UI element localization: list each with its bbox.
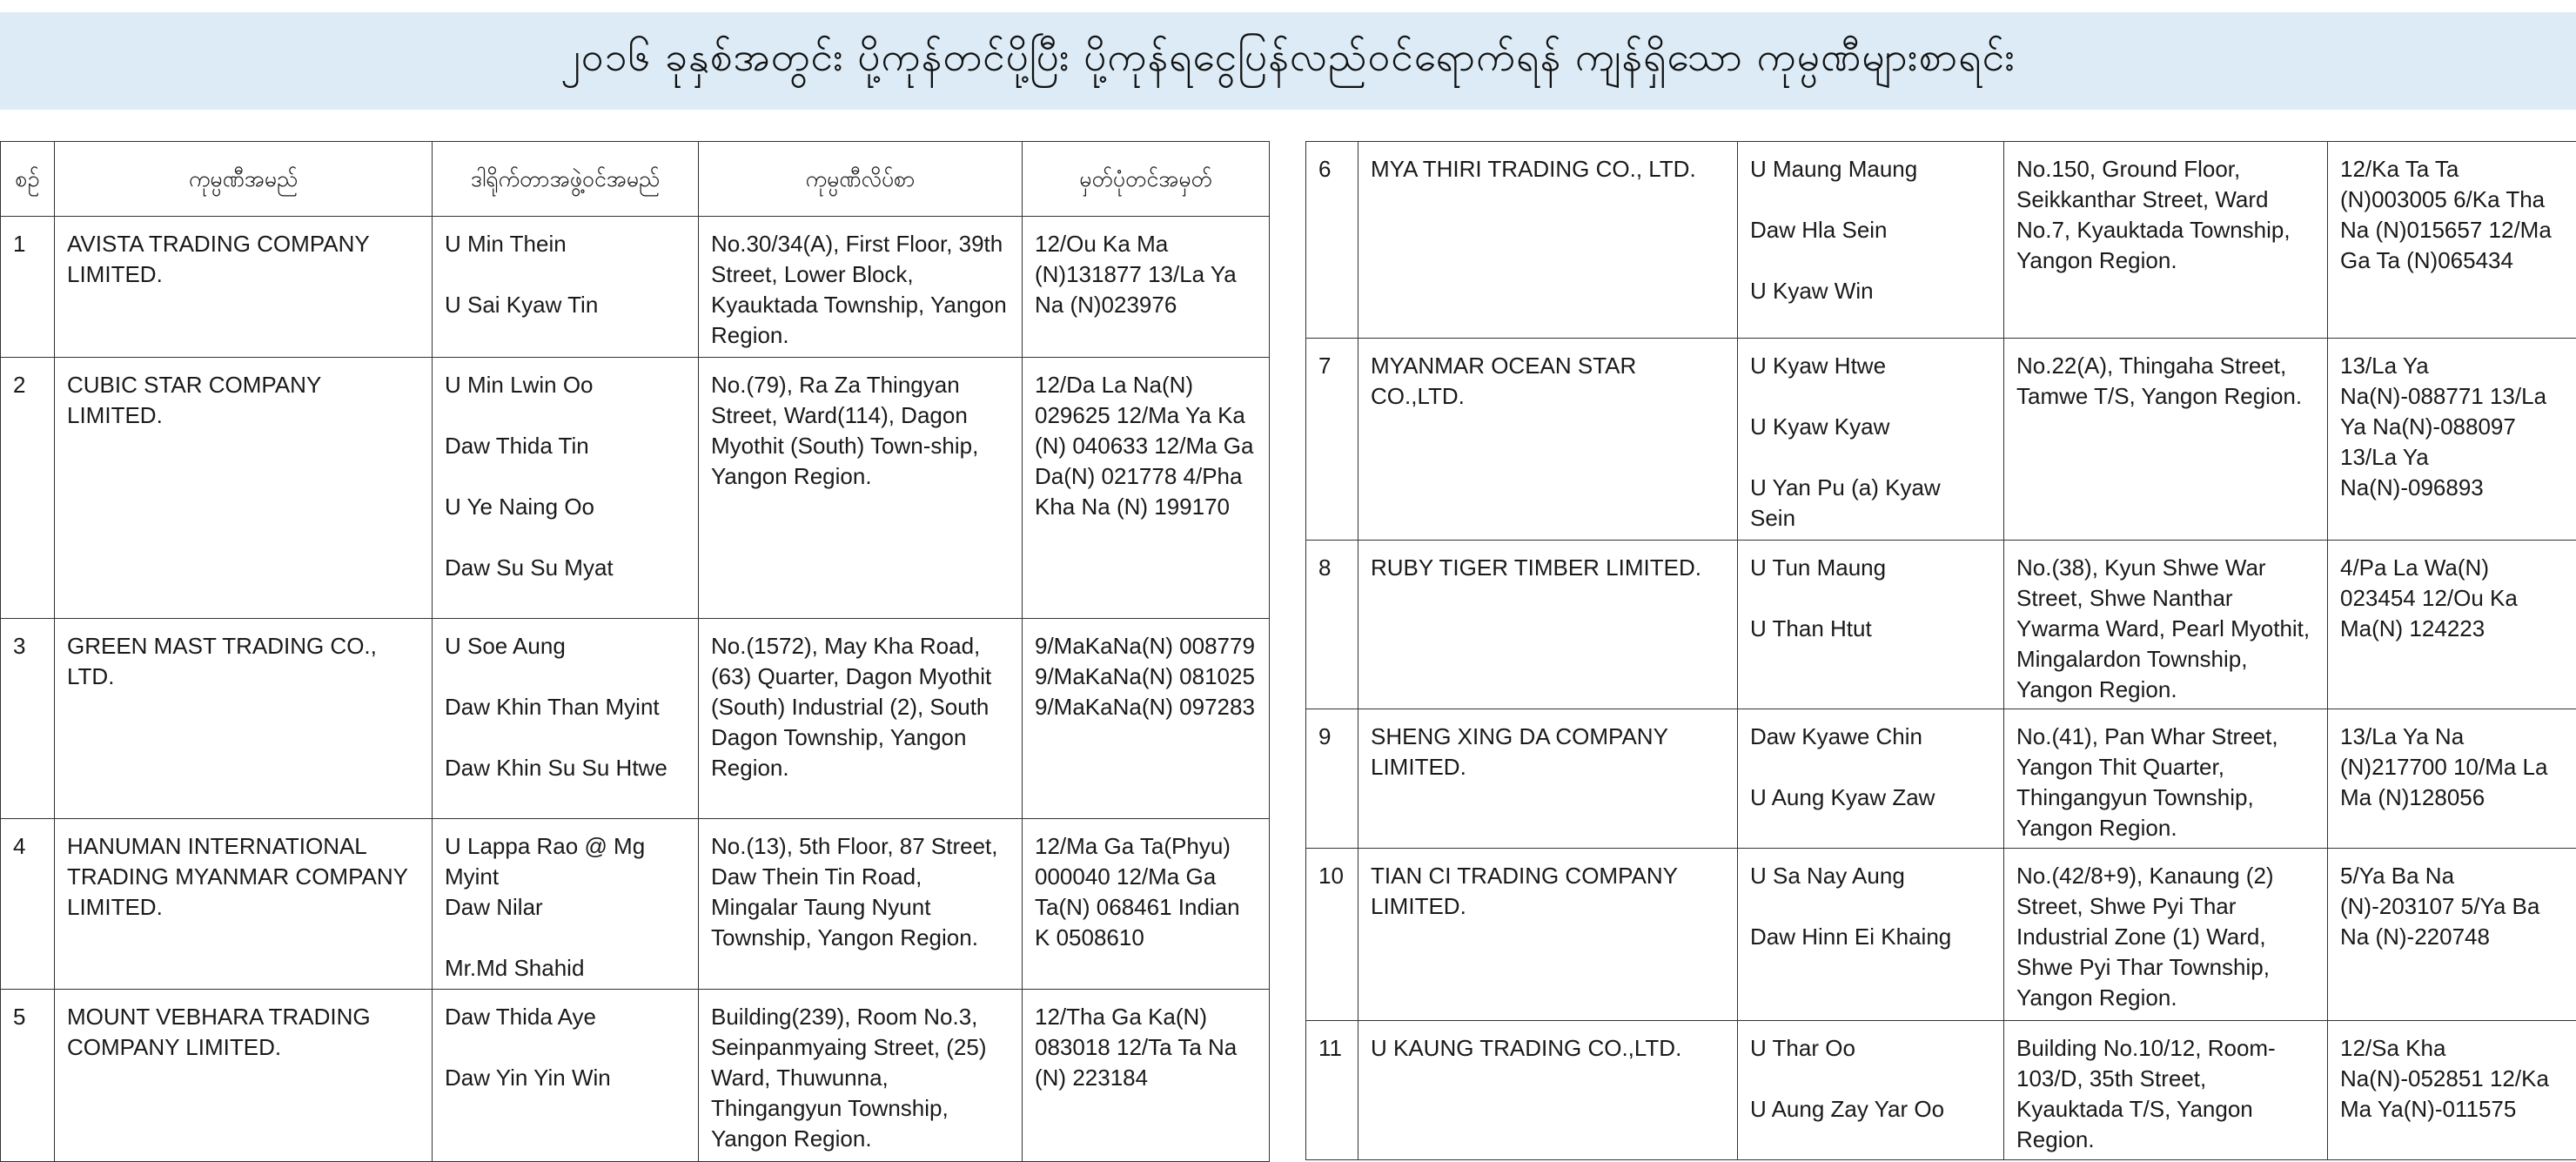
company-name: TIAN CI TRADING COMPANY LIMITED. <box>1358 849 1738 1021</box>
company-name: GREEN MAST TRADING CO., LTD. <box>55 619 433 819</box>
registration-number: 12/Ma Ga Ta(Phyu) 000040 12/Ma Ga Ta(N) 068461 Indian K 0508610 <box>1023 819 1270 990</box>
director-name: U Maung Maung <box>1750 154 1991 185</box>
director-name: U Soe Aung <box>445 631 686 662</box>
row-number: 6 <box>1306 142 1358 339</box>
table-row <box>1306 849 2576 1021</box>
company-address: Building No.10/12, Room-103/D, 35th Street, Kyauktada T/S, Yangon Region. <box>2004 1021 2328 1160</box>
director-name: Daw Nilar <box>445 892 686 923</box>
registration-number: 13/La Ya Na(N)-088771 13/La Ya Na(N)-088097 13/La Ya Na(N)-096893 <box>2328 339 2576 541</box>
table-row <box>1306 339 2576 541</box>
registration-number: 13/La Ya Na (N)217700 10/Ma La Ma (N)128056 <box>2328 709 2576 849</box>
director-names <box>1738 339 2004 541</box>
registration-number: 4/Pa La Wa(N) 023454 12/Ou Ka Ma(N) 124223 <box>2328 541 2576 709</box>
header-company: ကုမ္ပဏီအမည် <box>55 142 433 217</box>
director-names <box>1738 142 2004 339</box>
director-name: U Aung Kyaw Zaw <box>1750 783 1991 813</box>
director-name: U Min Lwin Oo <box>445 370 686 400</box>
director-name: U Thar Oo <box>1750 1033 1991 1064</box>
director-name: U Sai Kyaw Tin <box>445 290 686 320</box>
company-table-left <box>0 141 1270 1162</box>
company-name: MYA THIRI TRADING CO., LTD. <box>1358 142 1738 339</box>
director-name: U Aung Zay Yar Oo <box>1750 1094 1991 1125</box>
row-number: 9 <box>1306 709 1358 849</box>
director-name: Daw Hinn Ei Khaing <box>1750 922 1991 952</box>
company-name: MOUNT VEBHARA TRADING COMPANY LIMITED. <box>55 990 433 1162</box>
registration-number: 12/Ou Ka Ma (N)131877 13/La Ya Na (N)023976 <box>1023 217 1270 358</box>
director-names <box>1738 849 2004 1021</box>
company-address: No.(38), Kyun Shwe War Street, Shwe Nanthar Ywarma Ward, Pearl Myothit, Mingalardon Township, Yangon Region. <box>2004 541 2328 709</box>
company-name: AVISTA TRADING COMPANY LIMITED. <box>55 217 433 358</box>
company-name: CUBIC STAR COMPANY LIMITED. <box>55 358 433 619</box>
director-name: Daw Yin Yin Win <box>445 1063 686 1093</box>
table-row <box>1306 1021 2576 1160</box>
registration-number: 12/Tha Ga Ka(N) 083018 12/Ta Ta Na (N) 223184 <box>1023 990 1270 1162</box>
director-name: U Than Htut <box>1750 614 1991 644</box>
director-name: U Ye Naing Oo <box>445 492 686 522</box>
director-name: Daw Khin Than Myint <box>445 692 686 722</box>
company-address: No.22(A), Thingaha Street, Tamwe T/S, Yangon Region. <box>2004 339 2328 541</box>
table-row <box>1 358 1270 619</box>
row-number: 11 <box>1306 1021 1358 1160</box>
row-number: 7 <box>1306 339 1358 541</box>
director-name: U Kyaw Kyaw <box>1750 412 1991 442</box>
header-nrc: မှတ်ပုံတင်အမှတ် <box>1023 142 1270 217</box>
director-names <box>433 990 699 1162</box>
director-name: U Yan Pu (a) Kyaw Sein <box>1750 473 1991 534</box>
company-table-right <box>1305 141 2576 1160</box>
director-names <box>433 819 699 990</box>
table-row <box>1 990 1270 1162</box>
row-number: 5 <box>1 990 55 1162</box>
page-title: ၂၀၁၆ ခုနှစ်အတွင်း ပို့ကုန်တင်ပို့ပြီး ပို့ကုန်ရငွေပြန်လည်ဝင်ရောက်ရန် ကျန်ရှိသော ကုမ္ပဏီများစာရင်း <box>560 32 2016 91</box>
registration-number: 12/Da La Na(N) 029625 12/Ma Ya Ka (N) 040633 12/Ma Ga Da(N) 021778 4/Pha Kha Na (N) 199170 <box>1023 358 1270 619</box>
company-name: HANUMAN INTERNATIONAL TRADING MYANMAR COMPANY LIMITED. <box>55 819 433 990</box>
table-row <box>1 619 1270 819</box>
row-number: 2 <box>1 358 55 619</box>
director-name: Daw Thida Tin <box>445 431 686 461</box>
director-name: U Lappa Rao @ Mg Myint <box>445 831 686 892</box>
director-names <box>1738 541 2004 709</box>
director-name: Daw Kyawe Chin <box>1750 722 1991 752</box>
registration-number: 5/Ya Ba Na (N)-203107 5/Ya Ba Na (N)-220748 <box>2328 849 2576 1021</box>
header-no: စဉ် <box>1 142 55 217</box>
registration-number: 12/Sa Kha Na(N)-052851 12/Ka Ma Ya(N)-011575 <box>2328 1021 2576 1160</box>
company-name: MYANMAR OCEAN STAR CO.,LTD. <box>1358 339 1738 541</box>
director-name: Daw Hla Sein <box>1750 215 1991 245</box>
company-address: No.(79), Ra Za Thingyan Street, Ward(114), Dagon Myothit (South) Town-ship, Yangon Region. <box>699 358 1023 619</box>
table-row <box>1306 709 2576 849</box>
company-address: No.(1572), May Kha Road, (63) Quarter, Dagon Myothit (South) Industrial (2), South Dagon Township, Yangon Region. <box>699 619 1023 819</box>
director-names <box>433 619 699 819</box>
director-name: U Kyaw Htwe <box>1750 351 1991 381</box>
company-address: No.(13), 5th Floor, 87 Street, Daw Thein Tin Road, Mingalar Taung Nyunt Township, Yangon Region. <box>699 819 1023 990</box>
row-number: 4 <box>1 819 55 990</box>
company-name: U KAUNG TRADING CO.,LTD. <box>1358 1021 1738 1160</box>
company-address: Building(239), Room No.3, Seinpanmyaing Street, (25) Ward, Thuwunna, Thingangyun Township, Yangon Region. <box>699 990 1023 1162</box>
row-number: 8 <box>1306 541 1358 709</box>
row-number: 10 <box>1306 849 1358 1021</box>
title-banner <box>0 12 2576 110</box>
director-name: U Sa Nay Aung <box>1750 861 1991 891</box>
director-name: U Tun Maung <box>1750 553 1991 583</box>
director-names <box>433 358 699 619</box>
company-address: No.(42/8+9), Kanaung (2) Street, Shwe Pyi Thar Industrial Zone (1) Ward, Shwe Pyi Thar Township, Yangon Region. <box>2004 849 2328 1021</box>
table-row <box>1 217 1270 358</box>
table-row <box>1306 142 2576 339</box>
company-name: SHENG XING DA COMPANY LIMITED. <box>1358 709 1738 849</box>
registration-number: 9/MaKaNa(N) 008779 9/MaKaNa(N) 081025 9/MaKaNa(N) 097283 <box>1023 619 1270 819</box>
table-row <box>1306 541 2576 709</box>
company-address: No.150, Ground Floor, Seikkanthar Street, Ward No.7, Kyauktada Township, Yangon Region. <box>2004 142 2328 339</box>
company-name: RUBY TIGER TIMBER LIMITED. <box>1358 541 1738 709</box>
director-names <box>1738 1021 2004 1160</box>
director-name: Daw Thida Aye <box>445 1002 686 1032</box>
director-name: Daw Su Su Myat <box>445 553 686 583</box>
company-address: No.30/34(A), First Floor, 39th Street, Lower Block, Kyauktada Township, Yangon Region. <box>699 217 1023 358</box>
director-name: Mr.Md Shahid <box>445 953 686 984</box>
table-header-row <box>1 142 1270 217</box>
row-number: 1 <box>1 217 55 358</box>
director-names <box>433 217 699 358</box>
row-number: 3 <box>1 619 55 819</box>
table-row <box>1 819 1270 990</box>
registration-number: 12/Ka Ta Ta (N)003005 6/Ka Tha Na (N)015657 12/Ma Ga Ta (N)065434 <box>2328 142 2576 339</box>
director-name: U Min Thein <box>445 229 686 259</box>
header-address: ကုမ္ပဏီလိပ်စာ <box>699 142 1023 217</box>
company-address: No.(41), Pan Whar Street, Yangon Thit Quarter, Thingangyun Township, Yangon Region. <box>2004 709 2328 849</box>
header-directors: ဒါရိုက်တာအဖွဲ့ဝင်အမည် <box>433 142 699 217</box>
director-name: Daw Khin Su Su Htwe <box>445 753 686 783</box>
director-names <box>1738 709 2004 849</box>
director-name: U Kyaw Win <box>1750 276 1991 306</box>
